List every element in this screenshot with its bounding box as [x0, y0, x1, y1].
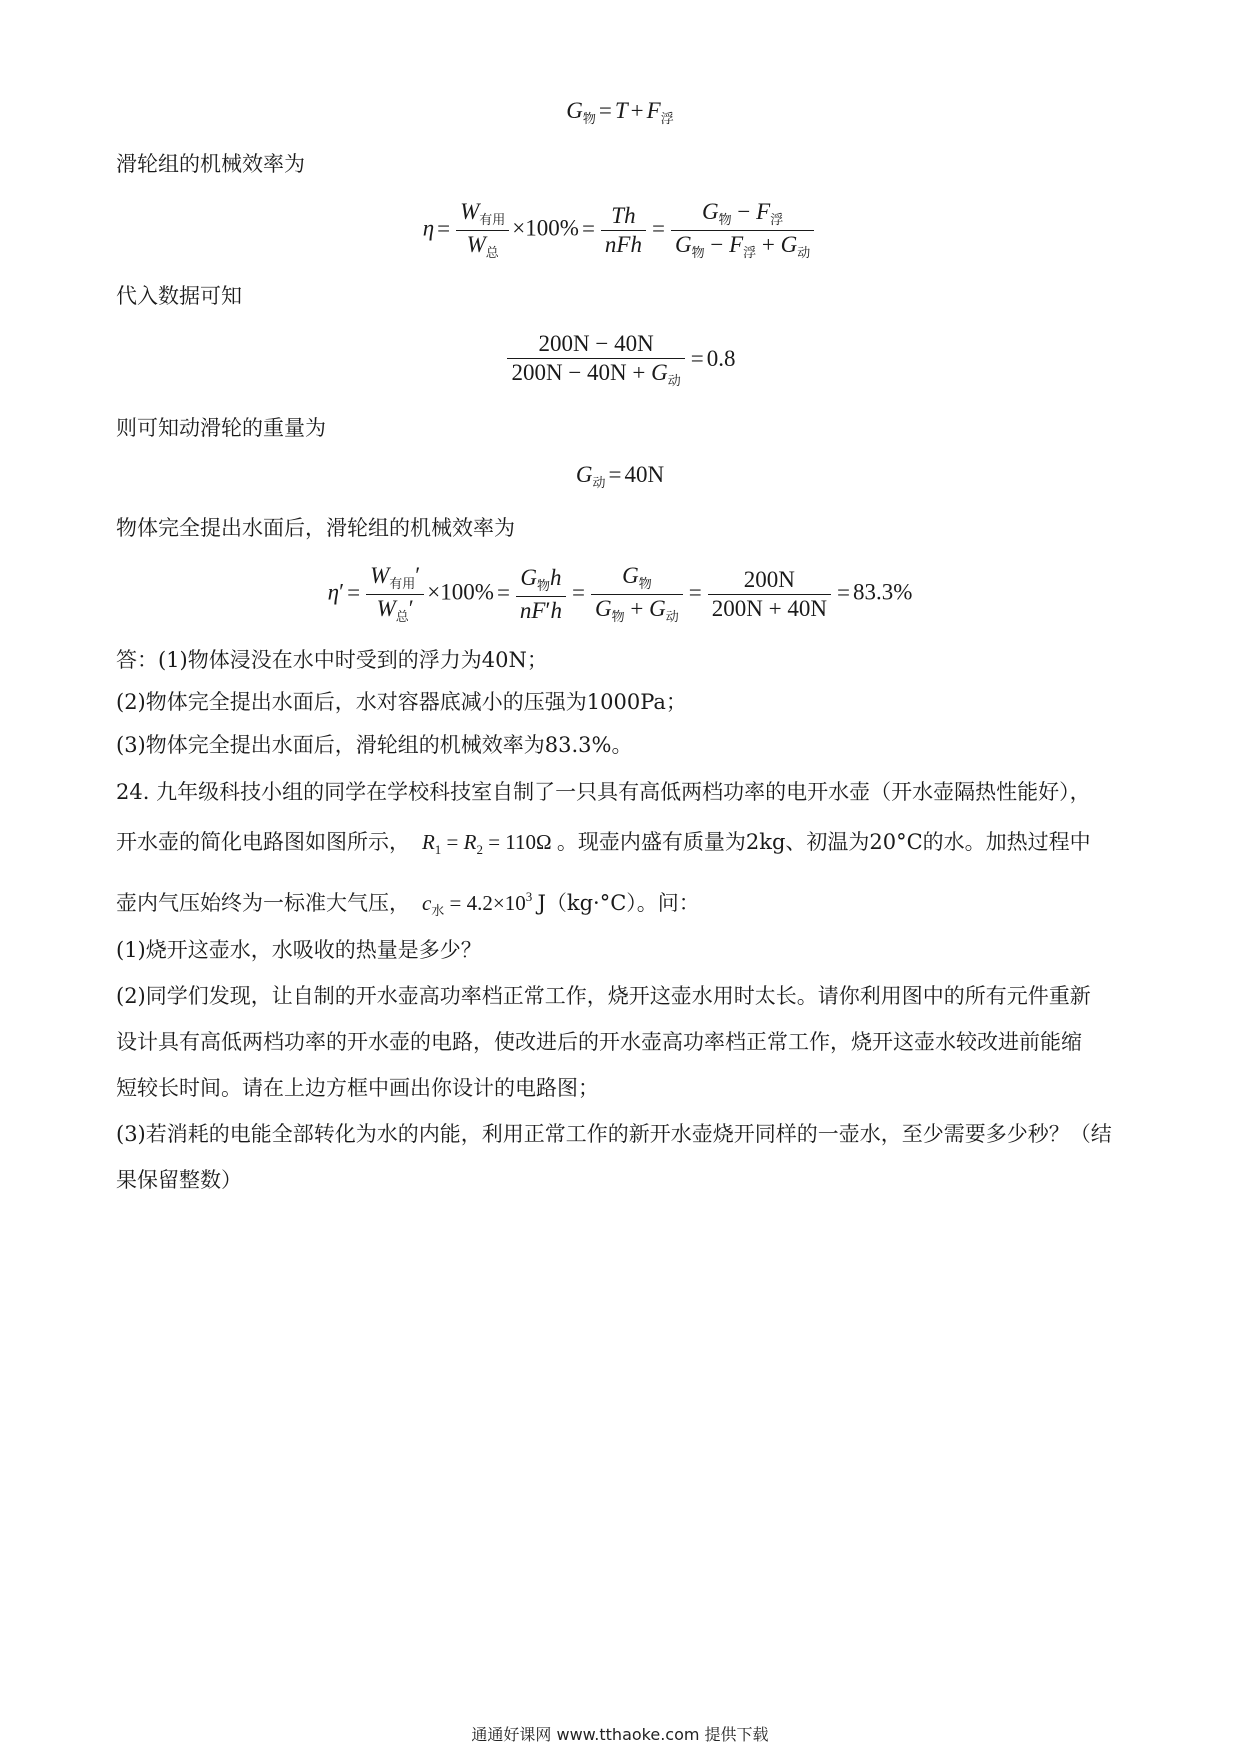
text-line: 滑轮组的机械效率为	[116, 152, 305, 176]
answer-line-3: (3)物体完全提出水面后，滑轮组的机械效率为83.3%。	[116, 733, 633, 757]
sub-question-2-line-2: 设计具有高低两档功率的开水壶的电路，使改进后的开水壶高功率档正常工作，烧开这壶水较改进前能缩	[116, 1030, 1082, 1054]
equation-substitution: $\frac{200N - 40N}{200N - 40N + G_动}$ = 0.8	[0, 330, 1240, 391]
sub-question-2-line-1: (2)同学们发现，让自制的开水壶高功率档正常工作，烧开这壶水用时太长。请你利用图中的所有元件重新	[116, 984, 1091, 1008]
sub-question-3-line-2: 果保留整数）	[116, 1168, 242, 1192]
sub-question-2-line-3: 短较长时间。请在上边方框中画出你设计的电路图；	[116, 1076, 599, 1100]
question-24-line-2: 开水壶的简化电路图如图所示， $R_1 = R_2 = 110\Omega$ 。现壶内盛有质量为2kg、初温为20°C的水。加热过程中	[116, 830, 1091, 857]
answer-line-2: (2)物体完全提出水面后，水对容器底减小的压强为1000Pa；	[116, 690, 687, 714]
text-line: 代入数据可知	[116, 284, 242, 308]
question-24-line-3: 壶内气压始终为一标准大气压， $c_水 = 4.2\times 10^3$ J（kg·°C）。问：	[116, 889, 700, 919]
answer-line-1: 答：(1)物体浸没在水中时受到的浮力为40N；	[116, 648, 548, 672]
equation-new-efficiency: η′ = $\frac{W_{有用}'}{W_总'}$ ×100% = $\frac{G_物h}{nF'h}$ = $\frac{G_物}{G_物 + G_动}$ = $\frac{200N}{200N + 40N}$ = 83.3%	[327, 563, 913, 625]
specific-heat-formula: $c_水 = 4.2\times 10^3$	[421, 889, 533, 919]
sub-question-3-line-1: (3)若消耗的电能全部转化为水的内能，利用正常工作的新开水壶烧开同样的一壶水，至少需要多少秒？（结	[116, 1122, 1112, 1146]
text-line: 则可知动滑轮的重量为	[116, 416, 326, 440]
resistance-formula: $R_1 = R_2 = 110\Omega$	[421, 830, 557, 857]
text-line: 物体完全提出水面后，滑轮组的机械效率为	[116, 516, 515, 540]
equation-gravity: $G_物 = T + F_浮$	[566, 98, 674, 127]
equation-efficiency: η = $\frac{W_{有用}}{W_总}$ ×100% = $\frac{Th}{\text{nFh}}$ = $\frac{G_物 - F_浮}{G_物 - F_浮 + G_动}$	[0, 198, 1240, 263]
sub-question-1: (1)烧开这壶水，水吸收的热量是多少？	[116, 938, 482, 962]
page-footer: 通通好课网 www.tthaoke.com 提供下载	[471, 1725, 769, 1744]
equation-pulley-weight: $G_动 = 40N$	[575, 462, 665, 491]
question-24-line-1: 24. 九年级科技小组的同学在学校科技室自制了一只具有高低两档功率的电开水壶（开水壶隔热性能好），	[116, 780, 1091, 804]
